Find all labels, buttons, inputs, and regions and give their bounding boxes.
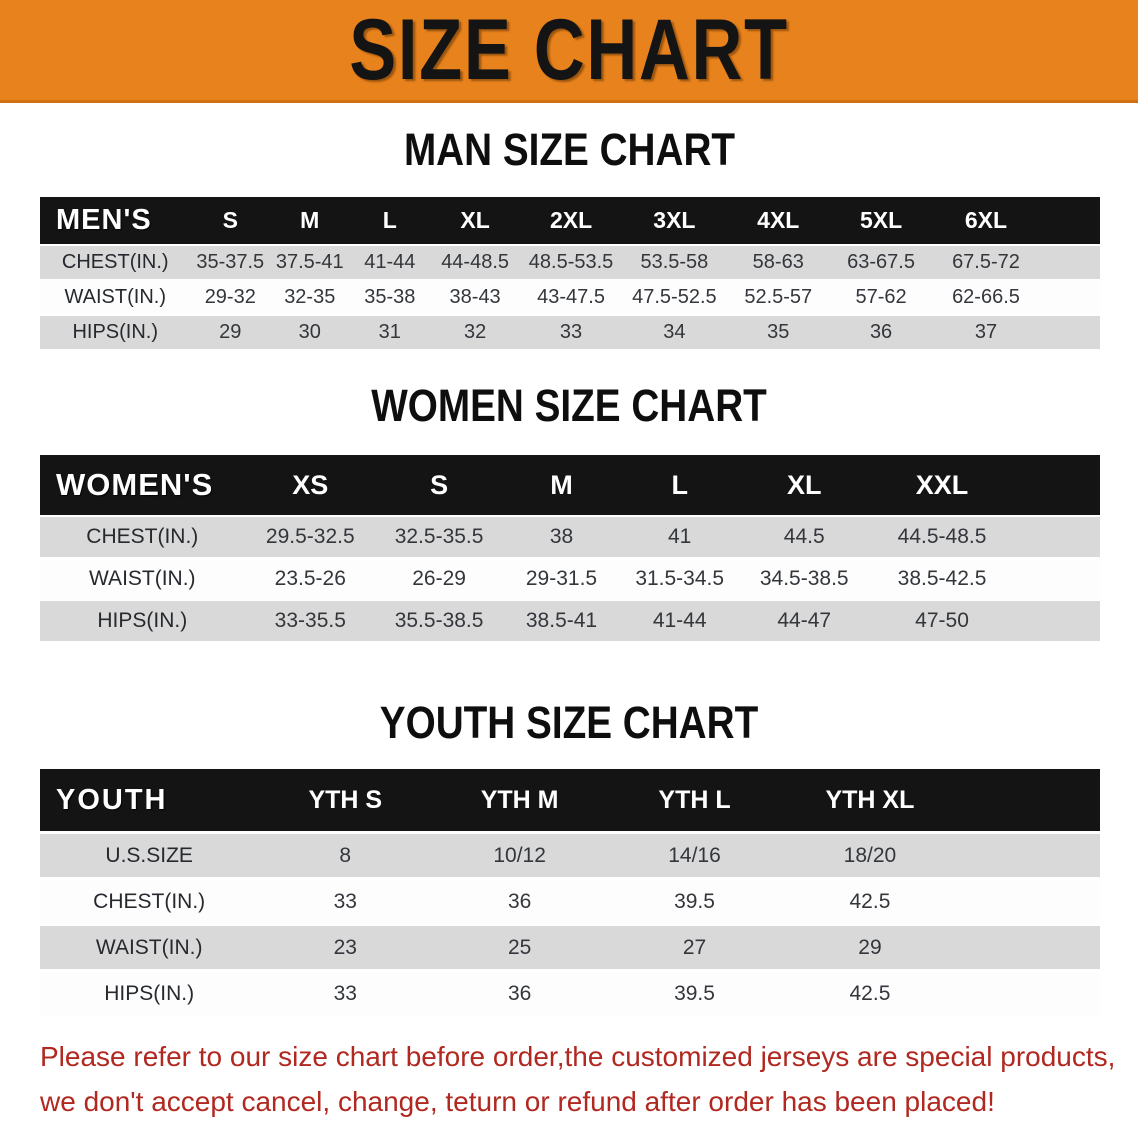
- men-hips-row: [40, 316, 1100, 349]
- cell: 29-31.5: [502, 559, 621, 599]
- cell: 29: [782, 926, 958, 969]
- cell: 25: [432, 926, 607, 969]
- cell: 48.5-53.5: [520, 246, 622, 279]
- cell: 10/12: [432, 834, 607, 877]
- cell: 41: [621, 517, 739, 557]
- men-size-2xl: 2XL: [520, 197, 622, 244]
- cell: 57-62: [830, 281, 933, 314]
- women-header-label: WOMEN'S: [40, 455, 245, 515]
- cell: 23: [258, 926, 432, 969]
- cell: 34: [622, 316, 727, 349]
- cell: 23.5-26: [245, 559, 376, 599]
- men-chest-row: [40, 246, 1100, 279]
- disclaimer-line-2: we don't accept cancel, change, teturn or refund after order has been placed!: [40, 1086, 995, 1117]
- youth-header-filler: [958, 769, 1100, 831]
- cell: 31.5-34.5: [621, 559, 739, 599]
- banner-title: SIZE CHART: [349, 2, 789, 98]
- cell: 29: [191, 316, 271, 349]
- cell: 36: [432, 880, 607, 923]
- cell: 36: [830, 316, 933, 349]
- youth-size-s: YTH S: [258, 769, 432, 831]
- cell: 35-38: [350, 281, 431, 314]
- cell: 38: [502, 517, 621, 557]
- cell-filler: [1040, 281, 1100, 314]
- row-label: CHEST(IN.): [40, 246, 191, 279]
- row-label: HIPS(IN.): [40, 601, 245, 641]
- women-waist-row: [40, 559, 1100, 599]
- cell-filler: [958, 972, 1100, 1015]
- cell: 43-47.5: [520, 281, 622, 314]
- cell: 42.5: [782, 880, 958, 923]
- disclaimer-text: [40, 1034, 1118, 1124]
- man-section-title: MAN SIZE CHART: [403, 124, 735, 175]
- cell-filler: [1040, 316, 1100, 349]
- size-chart-banner: [0, 0, 1138, 103]
- cell: 29-32: [191, 281, 271, 314]
- cell: 33-35.5: [245, 601, 376, 641]
- youth-header-row: [40, 769, 1100, 831]
- cell: 32.5-35.5: [376, 517, 502, 557]
- cell-filler: [1014, 559, 1100, 599]
- men-header-filler: [1040, 197, 1100, 244]
- cell: 47-50: [870, 601, 1014, 641]
- women-section-title: WOMEN SIZE CHART: [371, 380, 767, 431]
- cell: 35.5-38.5: [376, 601, 502, 641]
- cell: 44-47: [739, 601, 870, 641]
- cell: 35-37.5: [191, 246, 271, 279]
- men-size-5xl: 5XL: [830, 197, 933, 244]
- cell: 34.5-38.5: [739, 559, 870, 599]
- men-size-xl: XL: [430, 197, 520, 244]
- cell: 44.5: [739, 517, 870, 557]
- cell-filler: [958, 834, 1100, 877]
- row-label: HIPS(IN.): [40, 316, 191, 349]
- cell: 42.5: [782, 972, 958, 1015]
- cell: 32-35: [270, 281, 350, 314]
- cell: 35: [727, 316, 830, 349]
- cell-filler: [958, 926, 1100, 969]
- row-label: HIPS(IN.): [40, 972, 258, 1015]
- cell: 62-66.5: [932, 281, 1039, 314]
- cell: 44.5-48.5: [870, 517, 1014, 557]
- cell: 63-67.5: [830, 246, 933, 279]
- women-header-filler: [1014, 455, 1100, 515]
- cell: 33: [258, 880, 432, 923]
- youth-waist-row: [40, 926, 1100, 969]
- cell: 38-43: [430, 281, 520, 314]
- row-label: CHEST(IN.): [40, 880, 258, 923]
- youth-size-m: YTH M: [432, 769, 607, 831]
- youth-section-title: YOUTH SIZE CHART: [379, 697, 759, 748]
- cell-filler: [1014, 601, 1100, 641]
- youth-header-label: YOUTH: [40, 769, 258, 831]
- women-size-s: S: [376, 455, 502, 515]
- women-size-xs: XS: [245, 455, 376, 515]
- cell-filler: [958, 880, 1100, 923]
- cell: 8: [258, 834, 432, 877]
- cell: 33: [258, 972, 432, 1015]
- cell: 58-63: [727, 246, 830, 279]
- men-waist-row: [40, 281, 1100, 314]
- row-label: WAIST(IN.): [40, 926, 258, 969]
- cell: 26-29: [376, 559, 502, 599]
- men-size-3xl: 3XL: [622, 197, 727, 244]
- cell: 31: [350, 316, 431, 349]
- cell-filler: [1014, 517, 1100, 557]
- cell: 41-44: [621, 601, 739, 641]
- cell-filler: [1040, 246, 1100, 279]
- cell: 67.5-72: [932, 246, 1039, 279]
- cell: 18/20: [782, 834, 958, 877]
- youth-ussize-row: [40, 834, 1100, 877]
- row-label: U.S.SIZE: [40, 834, 258, 877]
- cell: 37: [932, 316, 1039, 349]
- women-chest-row: [40, 517, 1100, 557]
- cell: 39.5: [607, 880, 782, 923]
- cell: 38.5-42.5: [870, 559, 1014, 599]
- men-header-row: [40, 197, 1100, 244]
- cell: 41-44: [350, 246, 431, 279]
- cell: 39.5: [607, 972, 782, 1015]
- row-label: CHEST(IN.): [40, 517, 245, 557]
- women-size-l: L: [621, 455, 739, 515]
- youth-size-table: [40, 766, 1100, 1018]
- women-size-m: M: [502, 455, 621, 515]
- cell: 37.5-41: [270, 246, 350, 279]
- row-label: WAIST(IN.): [40, 281, 191, 314]
- youth-size-xl: YTH XL: [782, 769, 958, 831]
- cell: 52.5-57: [727, 281, 830, 314]
- cell: 29.5-32.5: [245, 517, 376, 557]
- cell: 44-48.5: [430, 246, 520, 279]
- cell: 30: [270, 316, 350, 349]
- cell: 33: [520, 316, 622, 349]
- youth-chest-row: [40, 880, 1100, 923]
- women-size-xl: XL: [739, 455, 870, 515]
- women-size-xxl: XXL: [870, 455, 1014, 515]
- disclaimer-line-1: Please refer to our size chart before order,the customized jerseys are special products,: [40, 1041, 1116, 1072]
- women-hips-row: [40, 601, 1100, 641]
- cell: 14/16: [607, 834, 782, 877]
- row-label: WAIST(IN.): [40, 559, 245, 599]
- men-header-label: MEN'S: [40, 197, 191, 244]
- cell: 27: [607, 926, 782, 969]
- men-size-4xl: 4XL: [727, 197, 830, 244]
- youth-hips-row: [40, 972, 1100, 1015]
- men-size-m: M: [270, 197, 350, 244]
- cell: 53.5-58: [622, 246, 727, 279]
- cell: 32: [430, 316, 520, 349]
- men-size-table: [40, 195, 1100, 351]
- cell: 38.5-41: [502, 601, 621, 641]
- youth-size-l: YTH L: [607, 769, 782, 831]
- men-size-l: L: [350, 197, 431, 244]
- men-size-s: S: [191, 197, 271, 244]
- women-header-row: [40, 455, 1100, 515]
- cell: 36: [432, 972, 607, 1015]
- men-size-6xl: 6XL: [932, 197, 1039, 244]
- women-size-table: [40, 453, 1100, 643]
- cell: 47.5-52.5: [622, 281, 727, 314]
